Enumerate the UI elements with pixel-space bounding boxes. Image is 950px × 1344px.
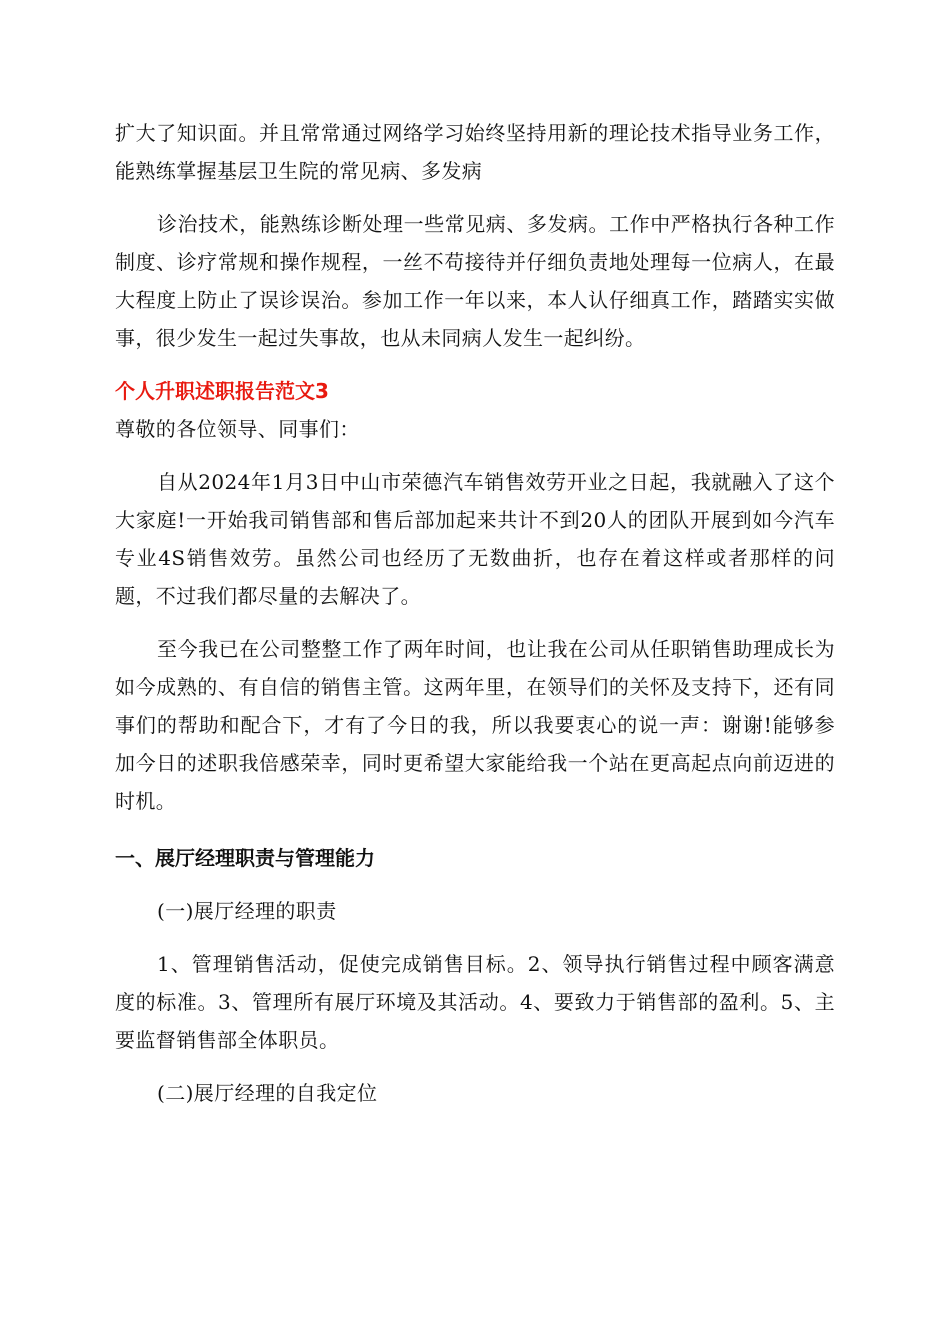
heading-manager-duties: 一、展厅经理职责与管理能力 <box>115 846 375 870</box>
salutation: 尊敬的各位领导、同事们： <box>115 417 360 441</box>
paragraph-continuation: 扩大了知识面。并且常常通过网络学习始终坚持用新的理论技术指导业务工作，能熟练掌握基层卫生院的常见病、多发病 <box>115 121 835 183</box>
duties-list: 1、管理销售活动，促使完成销售目标。2、领导执行销售过程中顾客满意度的标准。3、管理所有展厅环境及其活动。4、要致力于销售部的盈利。5、主要监督销售部全体职员。 <box>115 952 835 1052</box>
section-title: 个人升职述职报告范文3 <box>115 379 329 403</box>
paragraph-diagnosis: 诊治技术，能熟练诊断处理一些常见病、多发病。工作中严格执行各种工作制度、诊疗常规和操作规程，一丝不苟接待并仔细负责地处理每一位病人，在最大程度上防止了误诊误治。参加工作一年以来，本人认仔细真工作，踏踏实实做事，很少发生一起过失事故，也从未同病人发生一起纠纷。 <box>115 212 835 350</box>
body-paragraph-thanks: 至今我已在公司整整工作了两年时间，也让我在公司从任职销售助理成长为如今成熟的、有自信的销售主管。这两年里，在领导们的关怀及支持下，还有同事们的帮助和配合下，才有了今日的我，所以我要衷心的说一声：谢谢!能够参加今日的述职我倍感荣幸，同时更希望大家能给我一个站在更高起点向前迈进的时机。 <box>115 637 835 813</box>
subheading-self-positioning: (二)展厅经理的自我定位 <box>157 1081 378 1105</box>
document-page <box>115 114 835 1112</box>
body-paragraph-intro: 自从2024年1月3日中山市荣德汽车销售效劳开业之日起，我就融入了这个大家庭!一开始我司销售部和售后部加起来共计不到20人的团队开展到如今汽车专业4S销售效劳。虽然公司也经历了无数曲折，也存在着这样或者那样的问题，不过我们都尽量的去解决了。 <box>115 470 835 608</box>
subheading-duties: (一)展厅经理的职责 <box>157 899 337 923</box>
